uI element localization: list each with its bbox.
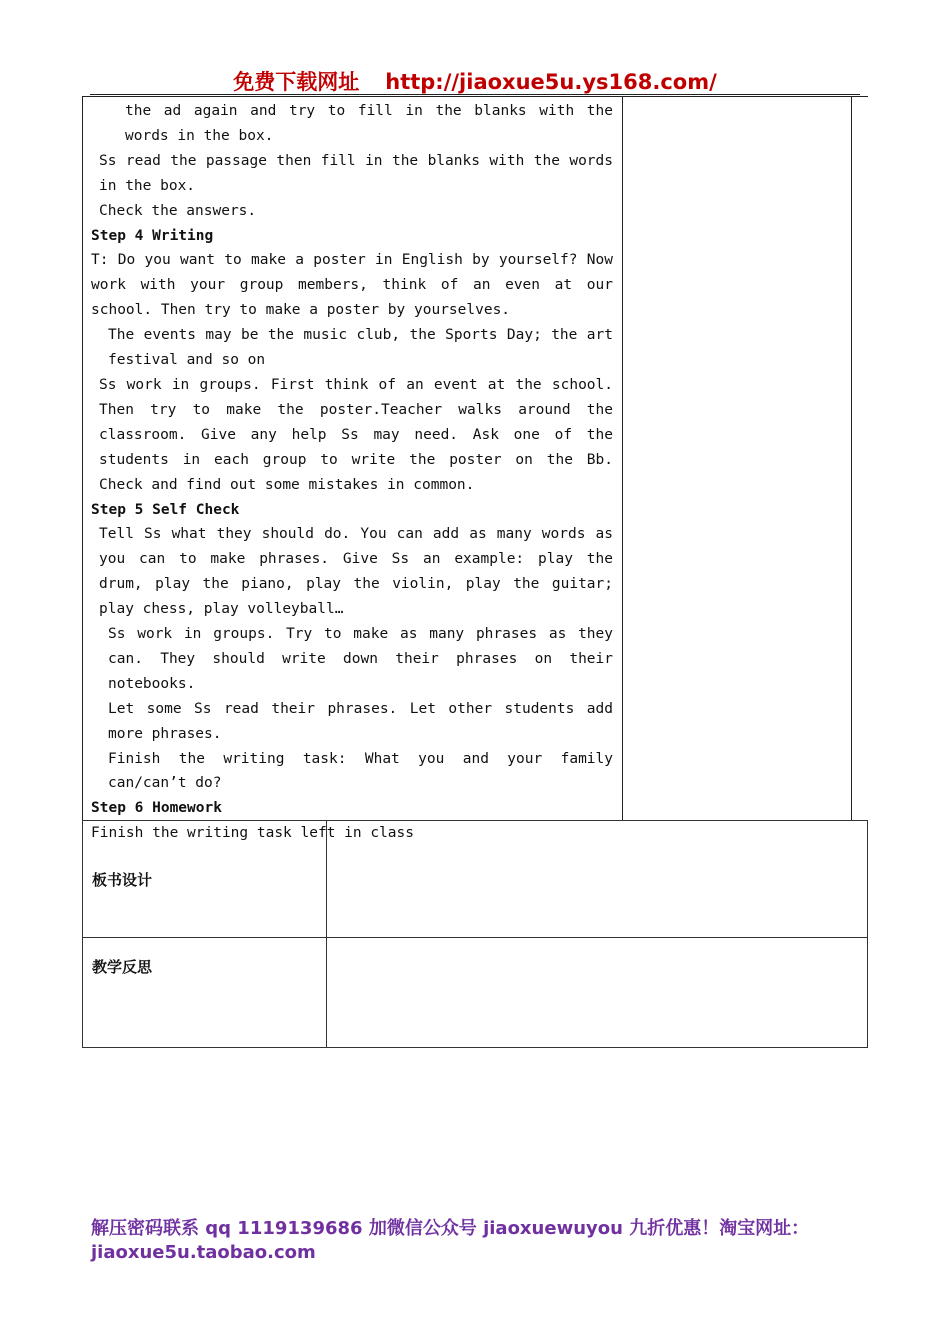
- step-4-paragraph-3: Ss work in groups. First think of an event at the school. Then try to make the poster.Teacher walks around the classroom. Give any help Ss may need. Ask one of the students in each group to write the poster on the Bb. Check and find out some mistakes in common.: [99, 376, 613, 493]
- lesson-line-1: the ad again and try to fill in the blanks with the words in the box.: [125, 103, 613, 144]
- lesson-line-3: Check the answers.: [99, 202, 257, 219]
- lesson-line-2: Ss read the passage then fill in the blanks with the words in the box.: [99, 152, 613, 194]
- reflection-row: [83, 938, 868, 1048]
- board-design-label: 板书设计: [83, 821, 327, 938]
- reflection-label: 教学反思: [83, 938, 327, 1048]
- board-design-cell: [327, 821, 868, 938]
- step-4-title: Step 4 Writing: [91, 227, 214, 244]
- step-6-title: Step 6 Homework: [91, 800, 222, 817]
- step-5-title: Step 5 Self Check: [91, 501, 240, 518]
- step-5-paragraph-2: Ss work in groups. Try to make as many phrases as they can. They should write down their phrases on their notebooks.: [108, 626, 613, 692]
- header-url[interactable]: http://jiaoxue5u.ys168.com/: [385, 70, 717, 94]
- reflection-cell: [327, 938, 868, 1048]
- page-footer: 解压密码联系 qq 1119139686 加微信公众号 jiaoxuewuyou 九折优惠！淘宝网址：jiaoxue5u.taobao.com: [91, 1218, 810, 1263]
- step-5-paragraph-3: Let some Ss read their phrases. Let other students add more phrases.: [108, 700, 613, 742]
- board-design-row: [83, 821, 868, 938]
- page-header: [0, 66, 950, 96]
- lesson-content: [91, 99, 613, 846]
- upper-table-right-border: [851, 96, 852, 820]
- step-5-paragraph-1: Tell Ss what they should do. You can add as many words as you can to make phrases. Give Ss an example: play the drum, play the piano, play the violin, play the guitar; play chess, play volleyball…: [99, 526, 613, 618]
- step-5-paragraph-4: Finish the writing task: What you and your family can/can’t do?: [108, 750, 613, 792]
- reflection-table: [82, 820, 868, 1048]
- step-4-paragraph-1: T: Do you want to make a poster in English by yourself? Now work with your group members, think of an even at our school. Then try to make a poster by yourselves.: [91, 252, 613, 319]
- header-rule: [90, 94, 860, 95]
- upper-table-top-border: [82, 96, 868, 97]
- header-site-label: 免费下载网址: [233, 70, 360, 94]
- upper-table-left-border: [82, 96, 83, 820]
- step-6-paragraph-1: Finish the writing task left in class: [91, 825, 415, 842]
- upper-table-divider: [622, 96, 623, 820]
- step-4-paragraph-2: The events may be the music club, the Sports Day; the art festival and so on: [108, 327, 613, 369]
